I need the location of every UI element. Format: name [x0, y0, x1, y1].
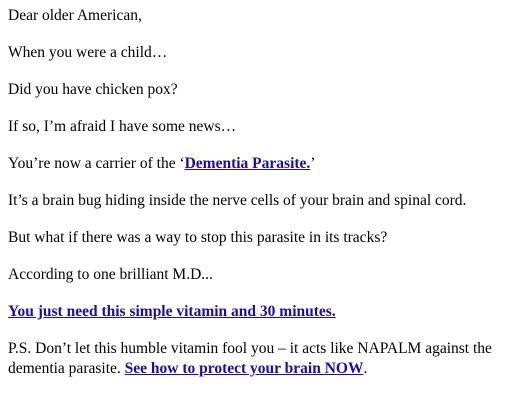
dementia-parasite-link[interactable]: Dementia Parasite.	[184, 155, 311, 172]
carrier-prefix: You’re now a carrier of the ‘	[8, 155, 185, 172]
line-md: According to one brilliant M.D...	[8, 266, 213, 283]
line-vitamin	[8, 302, 521, 322]
line-childhood: When you were a child…	[8, 44, 168, 61]
postscript	[8, 339, 521, 379]
protect-brain-link[interactable]: See how to protect your brain NOW	[124, 360, 364, 377]
line-news: If so, I’m afraid I have some news…	[8, 118, 237, 135]
carrier-suffix: ’	[310, 155, 316, 172]
vitamin-link[interactable]: You just need this simple vitamin and 30 minutes.	[8, 303, 336, 320]
line-stop: But what if there was a way to stop this parasite in its tracks?	[8, 229, 388, 246]
line-chickenpox: Did you have chicken pox?	[8, 81, 178, 98]
ps-text: P.S. Don’t let this humble vitamin fool you – it acts like NAPALM against the dementia parasite.	[8, 340, 492, 377]
line-carrier	[8, 154, 521, 174]
greeting: Dear older American,	[8, 7, 142, 24]
ps-end: .	[363, 360, 368, 377]
line-brain-bug: It’s a brain bug hiding inside the nerve cells of your brain and spinal cord.	[8, 192, 467, 209]
